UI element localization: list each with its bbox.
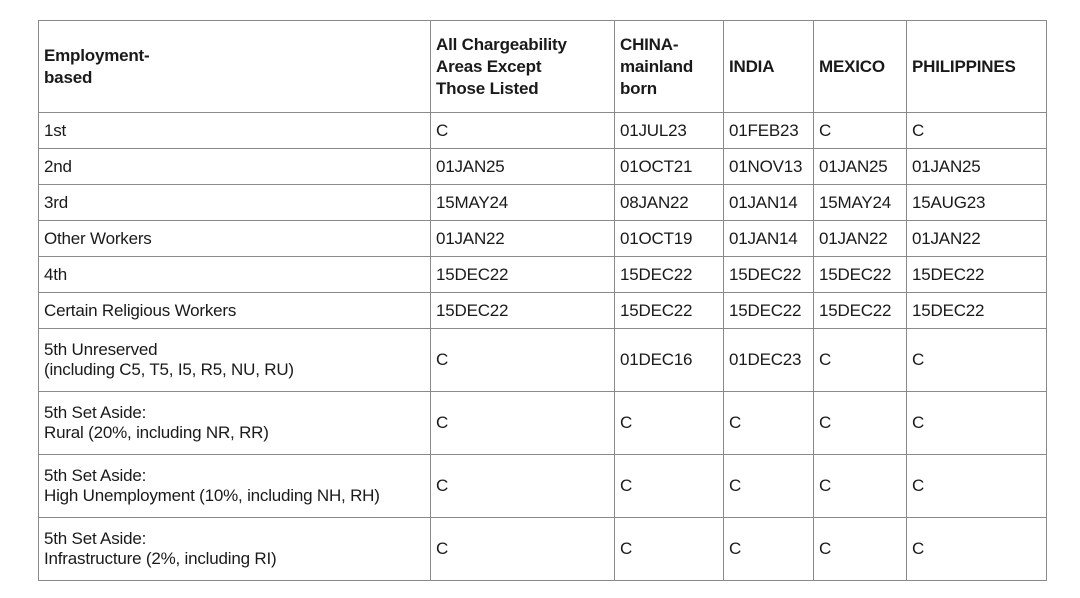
- date-cell: 15DEC22: [814, 257, 907, 293]
- date-cell: 01OCT19: [615, 221, 724, 257]
- category-cell: [39, 518, 431, 581]
- category-line: 4th: [44, 264, 68, 284]
- date-cell: C: [431, 455, 615, 518]
- date-cell: C: [431, 113, 615, 149]
- table-row: [39, 113, 1047, 149]
- header-line: Employment-: [44, 45, 150, 65]
- header-philippines: [907, 21, 1047, 113]
- date-cell: 01NOV13: [724, 149, 814, 185]
- header-line: INDIA: [729, 56, 775, 76]
- category-cell: [39, 329, 431, 392]
- date-cell: 15DEC22: [431, 257, 615, 293]
- header-line: based: [44, 67, 93, 87]
- category-cell: [39, 392, 431, 455]
- date-cell: 01JUL23: [615, 113, 724, 149]
- date-cell: 15AUG23: [907, 185, 1047, 221]
- category-cell: [39, 293, 431, 329]
- category-line: High Unemployment (10%, including NH, RH): [44, 486, 380, 505]
- table-row: [39, 392, 1047, 455]
- date-cell: 15DEC22: [814, 293, 907, 329]
- date-cell: C: [724, 518, 814, 581]
- date-cell: C: [724, 455, 814, 518]
- table-row: [39, 257, 1047, 293]
- header-all-chargeability: [431, 21, 615, 113]
- visa-bulletin-table: [38, 20, 1047, 581]
- date-cell: 01JAN22: [907, 221, 1047, 257]
- date-cell: 08JAN22: [615, 185, 724, 221]
- header-india: [724, 21, 814, 113]
- category-line: 1st: [44, 120, 67, 140]
- header-line: MEXICO: [819, 56, 885, 76]
- category-line: 5th Unreserved: [44, 340, 158, 359]
- date-cell: C: [907, 518, 1047, 581]
- category-line: Infrastructure (2%, including RI): [44, 549, 277, 568]
- category-line: (including C5, T5, I5, R5, NU, RU): [44, 360, 294, 379]
- header-row: [39, 21, 1047, 113]
- date-cell: C: [814, 392, 907, 455]
- date-cell: 15DEC22: [615, 293, 724, 329]
- table-row: [39, 185, 1047, 221]
- category-cell: [39, 185, 431, 221]
- date-cell: 15DEC22: [431, 293, 615, 329]
- date-cell: 15MAY24: [431, 185, 615, 221]
- table-row: [39, 518, 1047, 581]
- date-cell: 01JAN22: [814, 221, 907, 257]
- header-employment-based: [39, 21, 431, 113]
- table-row: [39, 221, 1047, 257]
- date-cell: 15DEC22: [724, 257, 814, 293]
- category-line: 3rd: [44, 192, 68, 212]
- date-cell: C: [814, 455, 907, 518]
- date-cell: C: [431, 392, 615, 455]
- category-cell: [39, 455, 431, 518]
- category-line: Certain Religious Workers: [44, 300, 237, 320]
- date-cell: 01FEB23: [724, 113, 814, 149]
- date-cell: 01DEC23: [724, 329, 814, 392]
- date-cell: C: [814, 113, 907, 149]
- date-cell: 01OCT21: [615, 149, 724, 185]
- date-cell: C: [724, 392, 814, 455]
- header-line: PHILIPPINES: [912, 56, 1016, 76]
- date-cell: 01JAN22: [431, 221, 615, 257]
- date-cell: 15MAY24: [814, 185, 907, 221]
- header-line: Areas Except: [436, 56, 542, 76]
- date-cell: C: [907, 329, 1047, 392]
- category-cell: [39, 113, 431, 149]
- date-cell: C: [615, 455, 724, 518]
- date-cell: 15DEC22: [907, 257, 1047, 293]
- header-line: mainland: [620, 56, 694, 76]
- category-cell: [39, 149, 431, 185]
- date-cell: 15DEC22: [907, 293, 1047, 329]
- category-line: 5th Set Aside:: [44, 466, 147, 485]
- date-cell: C: [907, 113, 1047, 149]
- header-line: born: [620, 78, 657, 98]
- date-cell: 01JAN25: [431, 149, 615, 185]
- category-line: Other Workers: [44, 228, 152, 248]
- category-line: 5th Set Aside:: [44, 529, 147, 548]
- date-cell: 01JAN25: [907, 149, 1047, 185]
- table-body: [39, 113, 1047, 581]
- category-cell: [39, 221, 431, 257]
- table-row: [39, 455, 1047, 518]
- header-china: [615, 21, 724, 113]
- header-mexico: [814, 21, 907, 113]
- category-line: 5th Set Aside:: [44, 403, 147, 422]
- date-cell: 01JAN14: [724, 185, 814, 221]
- table-header: [39, 21, 1047, 113]
- date-cell: 15DEC22: [615, 257, 724, 293]
- date-cell: C: [907, 392, 1047, 455]
- date-cell: 01JAN14: [724, 221, 814, 257]
- date-cell: C: [615, 518, 724, 581]
- table-row: [39, 293, 1047, 329]
- header-line: All Chargeability: [436, 34, 567, 54]
- category-cell: [39, 257, 431, 293]
- header-line: Those Listed: [436, 78, 539, 98]
- category-line: Rural (20%, including NR, RR): [44, 423, 269, 442]
- date-cell: C: [907, 455, 1047, 518]
- header-line: CHINA-: [620, 34, 679, 54]
- date-cell: 01DEC16: [615, 329, 724, 392]
- category-line: 2nd: [44, 156, 72, 176]
- date-cell: C: [814, 329, 907, 392]
- date-cell: 01JAN25: [814, 149, 907, 185]
- date-cell: C: [814, 518, 907, 581]
- date-cell: C: [431, 329, 615, 392]
- date-cell: C: [615, 392, 724, 455]
- table-row: [39, 149, 1047, 185]
- table-row: [39, 329, 1047, 392]
- date-cell: 15DEC22: [724, 293, 814, 329]
- date-cell: C: [431, 518, 615, 581]
